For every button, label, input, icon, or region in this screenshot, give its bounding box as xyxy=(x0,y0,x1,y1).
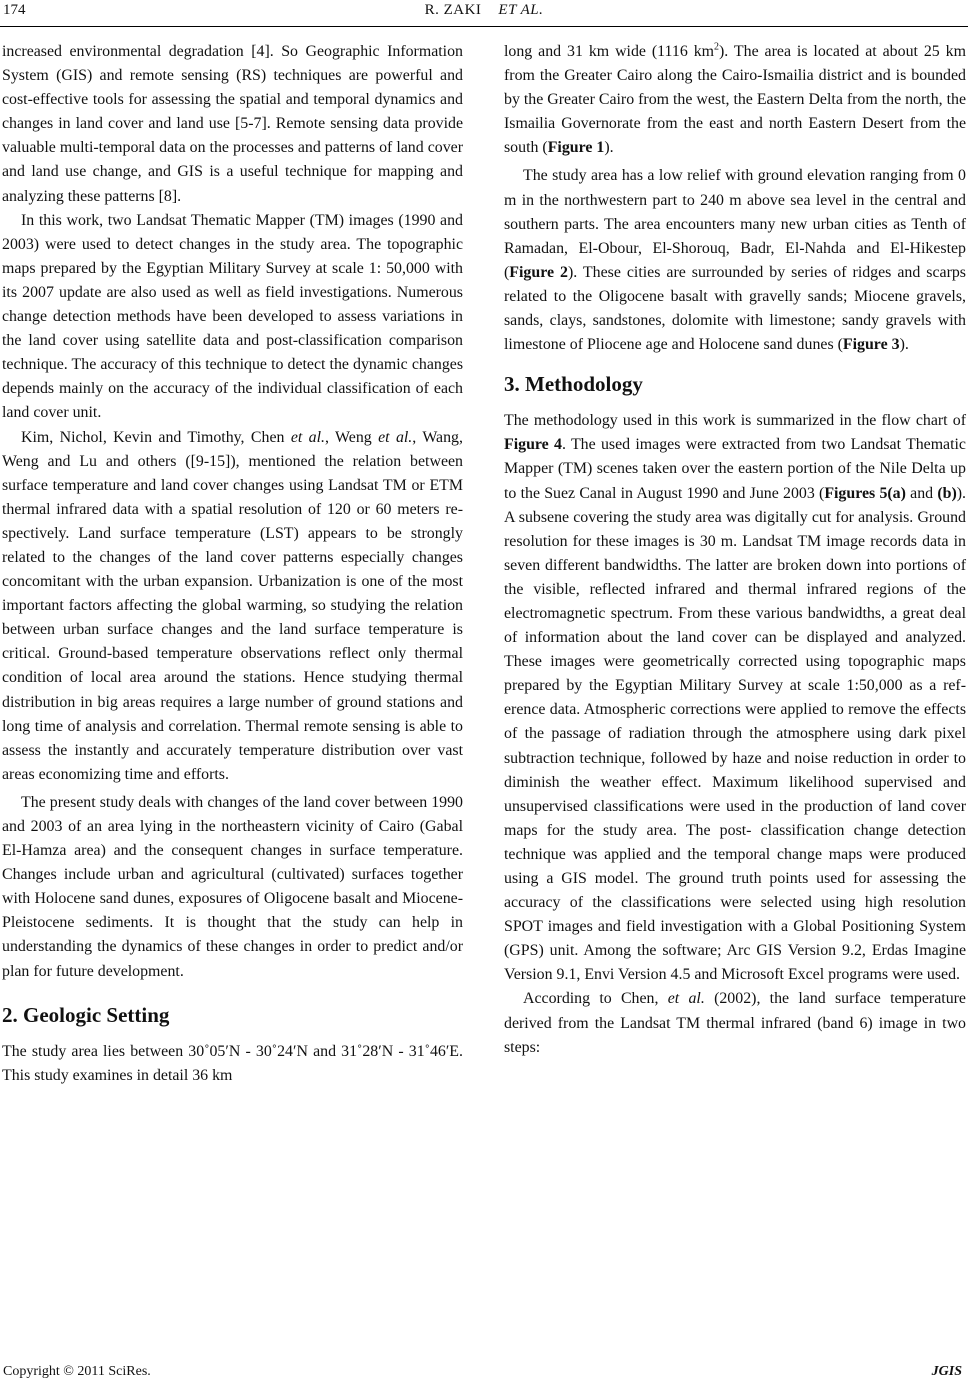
text-run-italic: et al. xyxy=(378,428,413,446)
section-heading-geologic-setting: 2. Geologic Setting xyxy=(2,1002,170,1027)
text-run: ). A subsene covering the study area was digitally cut for analysis. Ground resolution for these images is 30 m. Landsat TM image records data in seven different bandwidths. The latter are broken down into portions of the visible, reflected infrared and thermal infrared regions of the electromagnetic spectrum. From these various bandwidths, a great deal of information about the land cover can be displayed and analyzed. These images were geometrically corrected using topographic maps prepared by the Egyptian Military Survey at scale 1:50,000 as a reference data. Atmospheric corrections were applied to remove the effects of the passage of radiation through the atmosphere using dark pixel subtraction technique, followed by haze and noise reduction in order to diminish the weather effect. Maximum likelihood supervised and unsupervised classifications were used in the production of land cover maps for the study area. The post- classification change detection technique was applied and the temporal change maps were produced using a GIS model. The ground truth points used for assessing the accuracy of the classifications were selected using high resolution SPOT images and field investigation with a Global Positioning System (GPS) unit. Among the software; Arc GIS Version 9.2, Erdas Imagine Version 9.1, Envi Version 4.5 and Microsoft Excel programs were used. xyxy=(504,484,967,984)
figure-reference: Figure 1 xyxy=(547,139,605,157)
text-run: According to Chen, xyxy=(523,990,668,1008)
text-run: and xyxy=(905,484,938,502)
text-run: , Wang, Weng and Lu and others ([9-15]), mentioned the relation between surface temperature and land cover changes using Landsat TM or ETM thermal infrared data with a spatial resolution of 120 or 60 meters respectively. Land surface temperature (LST) appears to be strongly related to the changes of the land cover patterns especially changes concomitant with the urban expansion. Urbanization is one of the most important factors affecting the global warming, so studying the relation between urban surface changes and the land surface temperature is critical. Ground-based temperature observations reflect only thermal condition of local area around the stations. Hence studying thermal distribution in big areas requires a large number of ground stations and long time of analysis and correlation. Thermal remote sensing is able to assess the instantly and accurately temperature distribution over vast areas economizing time and efforts. xyxy=(2,428,463,783)
text-run-italic: et al. xyxy=(290,428,325,446)
paragraph xyxy=(2,426,463,787)
superscript: 2 xyxy=(714,41,720,53)
text-run: . The used images were extracted from two Landsat Thematic Mapper (TM) scenes taken over the eastern portion of the Nile Delta up to the Suez Canal in August 1990 and June 2003 ( xyxy=(504,436,966,502)
figure-reference: Figure 2 xyxy=(509,263,568,281)
running-head-authors: R. ZAKI xyxy=(424,2,482,18)
text-run: The methodology used in this work is summarized in the flow chart of xyxy=(504,412,966,430)
text-run: ). These cities are surrounded by series of ridges and scarps related to the Oligocene basalt with gravelly sands; Miocene gravels, sands, clays, sandstones, dolomite with limestone; sandy gravels with limestone of Pliocene age and Holocene sand dunes ( xyxy=(504,263,966,354)
text-run: (2002), the land surface temperature derived from the Landsat TM thermal infrared (band 6) image in two steps: xyxy=(504,990,966,1056)
paragraph xyxy=(504,40,966,160)
copyright-notice: Copyright © 2011 SciRes. xyxy=(3,1364,151,1379)
text-run-italic: et al. xyxy=(667,990,705,1008)
header-rule xyxy=(0,26,968,27)
text-run: ). xyxy=(604,139,614,157)
text-run: Kim, Nichol, Kevin and Timothy, Chen xyxy=(21,428,291,446)
text-run: ). xyxy=(899,336,909,354)
text-run: , Weng xyxy=(325,428,379,446)
running-head-et-al: ET AL. xyxy=(498,2,544,18)
text-run: ). The area is located at about 25 km from the Greater Cairo along the Cairo-Ismailia district and is bounded by the Greater Cairo from the west, the Eastern Delta from the north, the Ismailia Governorate from the east and north Eastern Desert from the south ( xyxy=(504,43,966,157)
right-column xyxy=(504,40,966,1060)
figure-reference: (b) xyxy=(937,484,957,502)
figure-reference: Figure 4 xyxy=(504,436,562,454)
paragraph: The study area lies between 30˚05′N - 30˚24′N and 31˚28′N - 31˚46′E. This study examines in detail 36 km xyxy=(2,1042,463,1084)
figure-reference: Figures 5(a) xyxy=(824,484,906,502)
text-run: long and 31 km wide (1116 km xyxy=(504,43,715,60)
section-heading-methodology: 3. Methodology xyxy=(504,372,643,397)
paragraph xyxy=(504,164,966,357)
paragraph: In this work, two Landsat Thematic Mapper (TM) images (1990 and 2003) were used to detect changes in the study area. The topographic maps prepared by the Egyptian Military Survey at scale 1: 50,000 with its 2007 update are also used as well as field investigations. Numerous change detection methods have been developed to assess variations in the land cover using satellite data and post-classification comparison technique. The accuracy of this technique to detect the dynamic changes depends mainly on the accuracy of the individual classification of each land cover unit. xyxy=(2,211,463,422)
running-head xyxy=(0,2,968,19)
paragraph: increased environmental degradation [4]. So Geographic Information System (GIS) and remote sensing (RS) techniques are powerful and cost-effective tools for assessing the spatial and temporal dynamics and changes in land cover and land use [5-7]. Remote sensing data provide valuable multi-temporal data on the processes and patterns of land cover and land use change, and GIS is a useful technique for mapping and analyzing these patterns [8]. xyxy=(2,43,463,205)
figure-reference: Figure 3 xyxy=(842,336,900,354)
page-number: 174 xyxy=(3,2,26,18)
left-column xyxy=(2,40,463,1088)
journal-name: JGIS xyxy=(931,1364,962,1379)
paragraph xyxy=(504,987,966,1059)
paragraph: The present study deals with changes of the land cover between 1990 and 2003 of an area lying in the northeastern vicinity of Cairo (Gabal El-Hamza area) and the consequent changes in surface temperature. Changes include urban and agricultural (cultivated) surfaces together with Holocene sand dunes, exposures of Oligocene basalt and Miocene-Pleistocene sediments. It is thought that the study can help in understanding the dynamics of these changes in order to predict and/or plan for future development. xyxy=(2,793,463,980)
paragraph xyxy=(504,409,966,987)
text-run: The study area has a low relief with ground elevation ranging from 0 m in the northwestern part to 240 m above sea level in the central and southern parts. The area encounters many new urban cities as Tenth of Ramadan, El-Obour, El-Shorouq, Badr, El-Nahda and El-Hikestep ( xyxy=(504,167,966,281)
